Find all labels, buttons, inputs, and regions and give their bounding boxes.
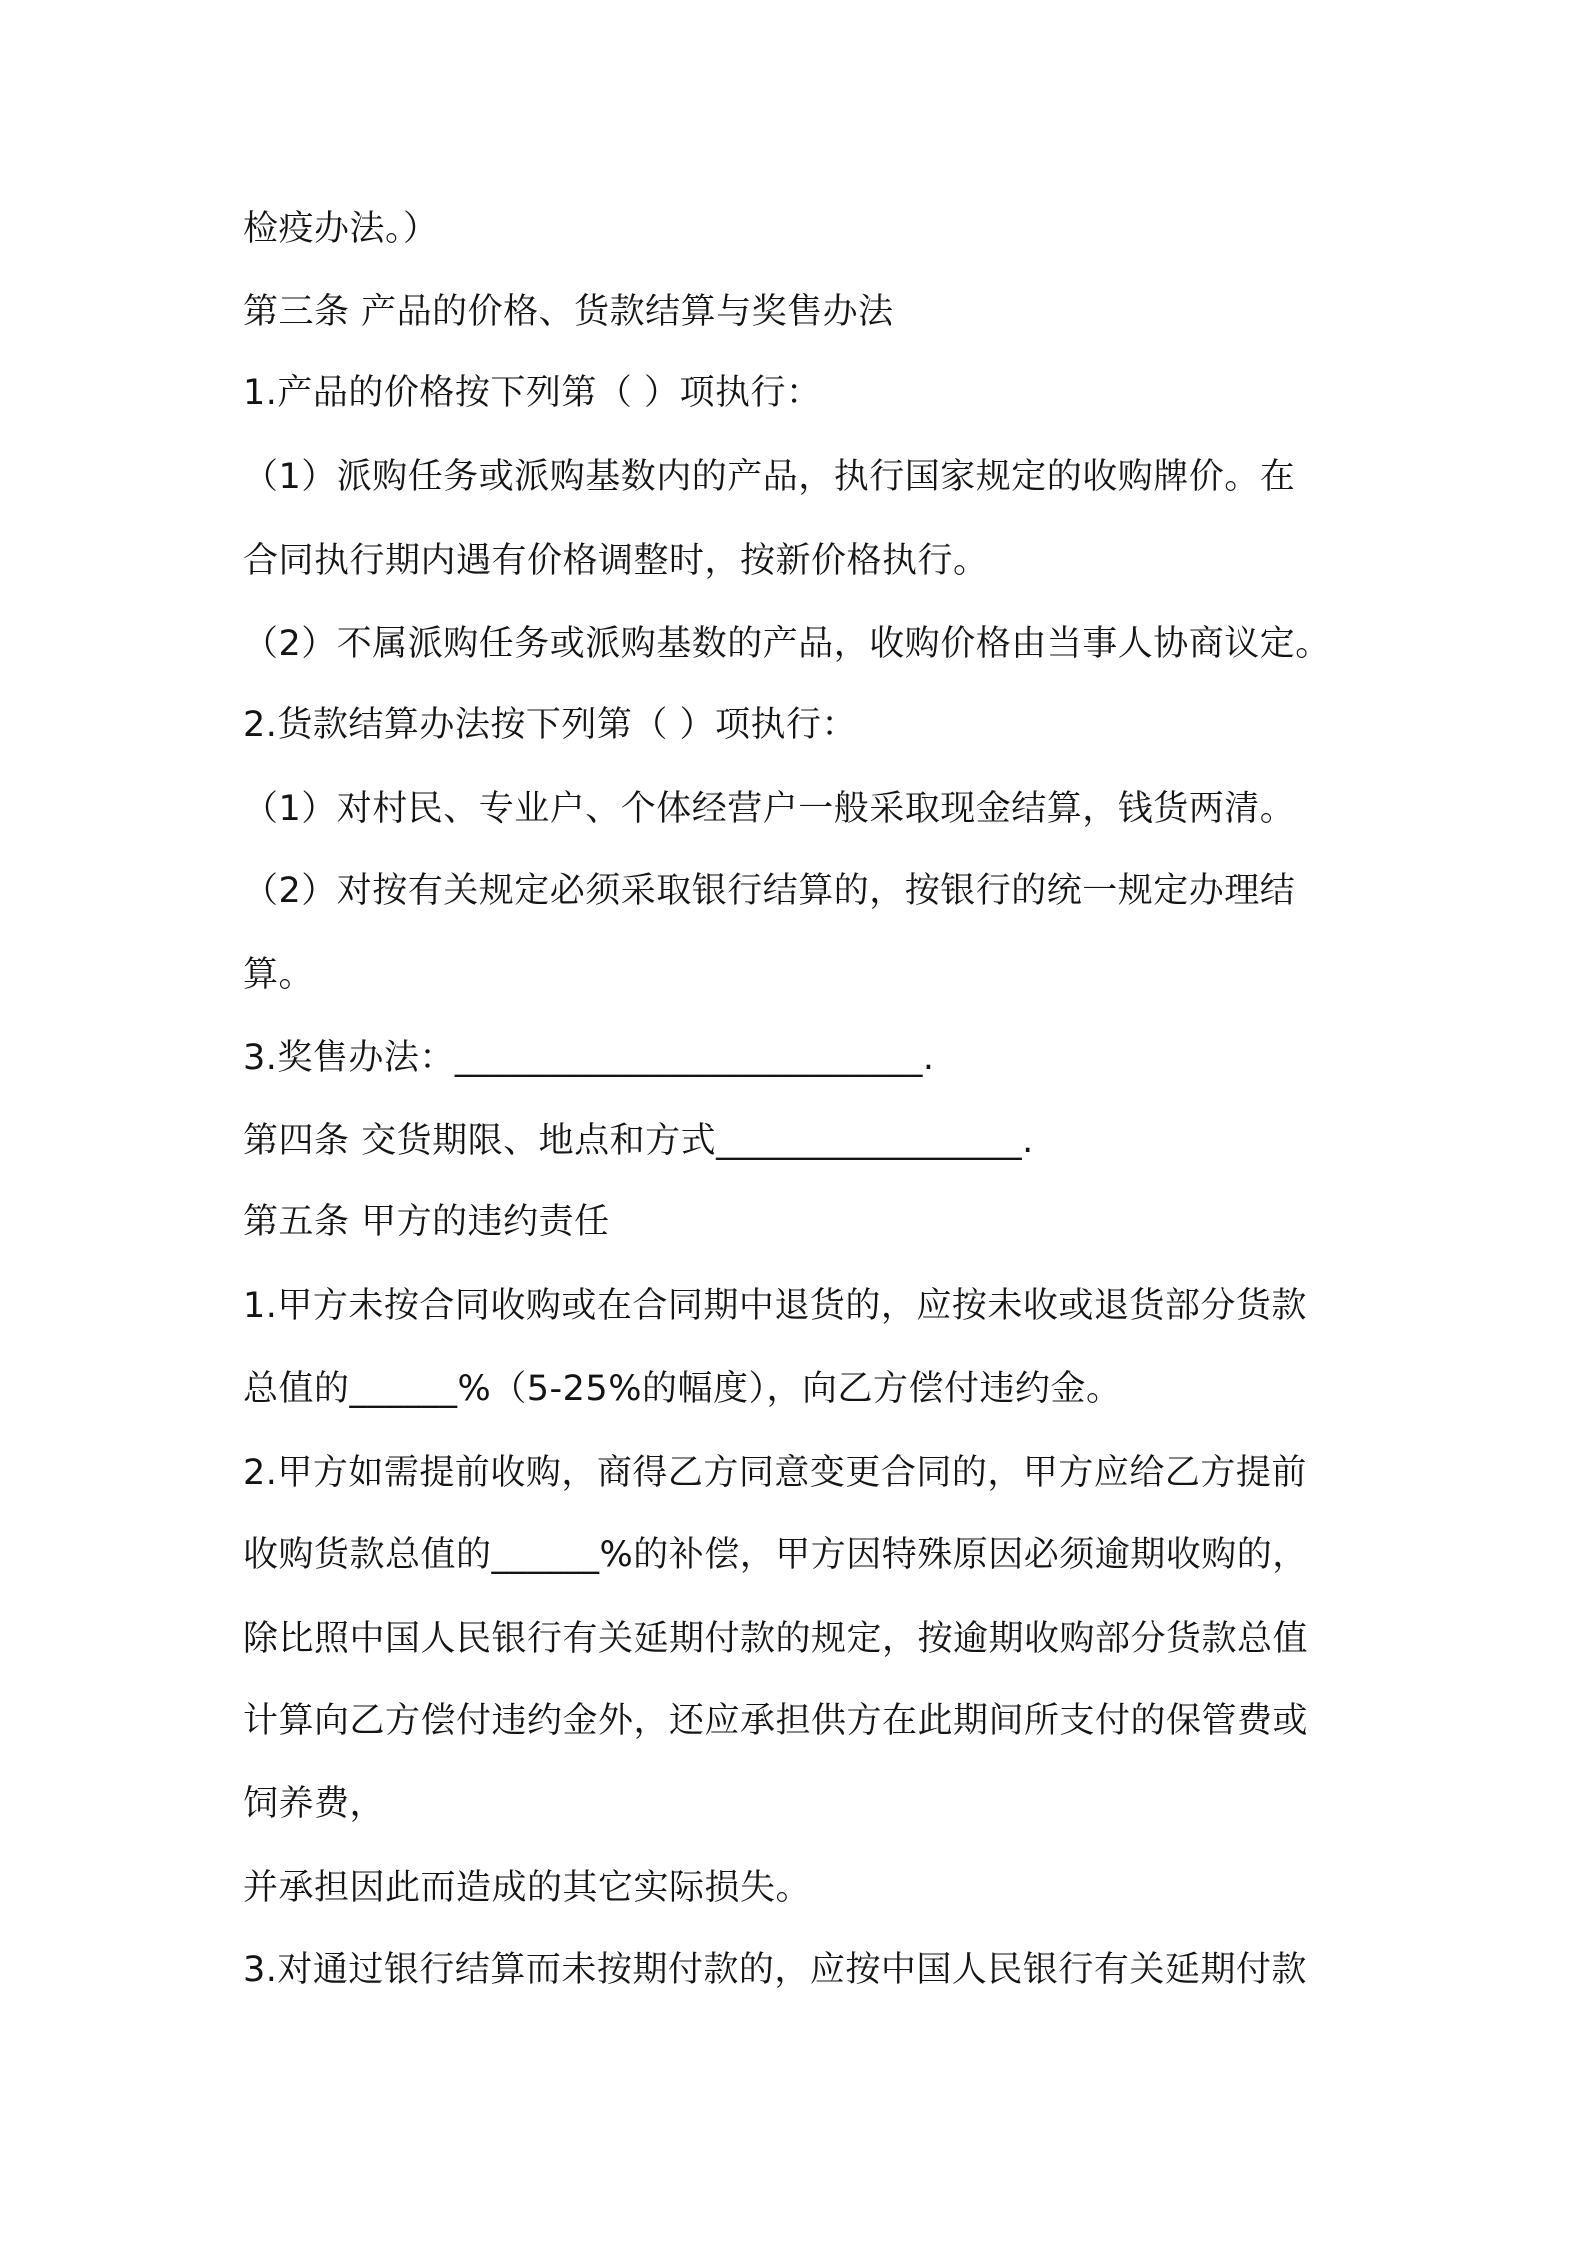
text-line-18: 除比照中国人民银行有关延期付款的规定，按逾期收购部分货款总值 [243,1619,1309,1659]
text-line-20: 饲养费， [243,1784,386,1824]
text-line-9: （2）对按有关规定必须采取银行结算的，按银行的统一规定办理结 [243,871,1296,911]
text-line-1: 检疫办法。） [243,209,439,249]
text-line-3: 1.产品的价格按下列第（ ）项执行： [243,373,822,413]
text-line-19: 计算向乙方偿付违约金外，还应承担供方在此期间所支付的保管费或 [243,1701,1309,1741]
text-line-17: 收购货款总值的______%的补偿，甲方因特殊原因必须逾期收购的， [243,1535,1308,1575]
article-5-heading: 第五条 甲方的违约责任 [243,1202,610,1242]
text-line-7: 2.货款结算办法按下列第（ ）项执行： [243,705,858,745]
text-line-22: 3.对通过银行结算而未按期付款的，应按中国人民银行有关延期付款 [243,1950,1307,1990]
article-3-heading: 第三条 产品的价格、货款结算与奖售办法 [243,292,894,332]
text-line-5: 合同执行期内遇有价格调整时，按新价格执行。 [243,541,989,581]
text-line-11: 3.奖售办法：__________________________. [243,1038,935,1078]
text-line-6: （2）不属派购任务或派购基数的产品，收购价格由当事人协商议定。 [243,624,1331,664]
text-line-10: 算。 [243,955,315,995]
text-line-21: 并承担因此而造成的其它实际损失。 [243,1868,812,1908]
text-line-4: （1）派购任务或派购基数内的产品，执行国家规定的收购牌价。在 [243,457,1296,497]
text-line-8: （1）对村民、专业户、个体经营户一般采取现金结算，钱货两清。 [243,789,1296,829]
text-line-15: 总值的______%（5-25%的幅度），向乙方偿付违约金。 [243,1369,1122,1409]
article-4-heading: 第四条 交货期限、地点和方式_________________. [243,1121,1034,1161]
text-line-14: 1.甲方未按合同收购或在合同期中退货的，应按未收或退货部分货款 [243,1286,1307,1326]
text-line-16: 2.甲方如需提前收购，商得乙方同意变更合同的，甲方应给乙方提前 [243,1453,1307,1493]
